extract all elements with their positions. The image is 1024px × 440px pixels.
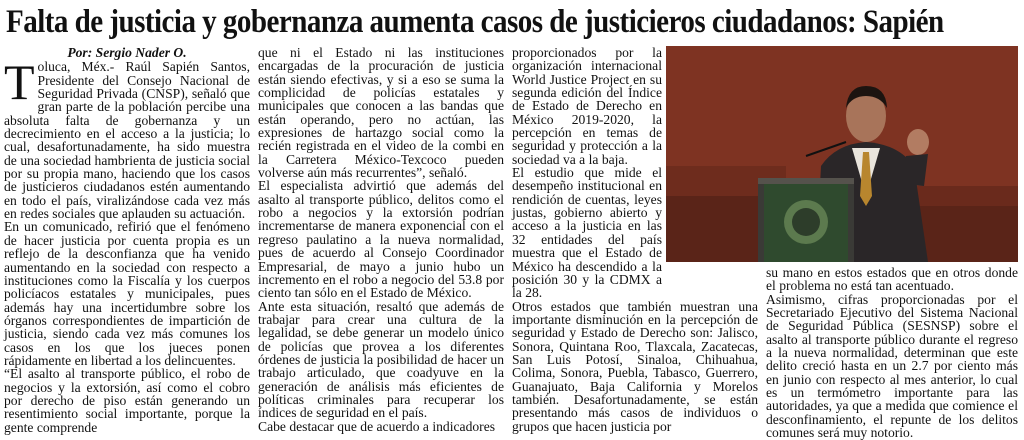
paragraph-1 — [4, 54, 250, 222]
byline: Por: Sergio Nader O. — [67, 45, 187, 60]
headline: Falta de justicia y gobernanza aumenta casos de justicieros ciudadanos: Sapién — [6, 4, 944, 40]
article-column-1 — [4, 46, 250, 434]
paragraph-10: Otros estados que también muestran una importante disminución en la percepción de seguridad y Estado de Derecho son: Jalisco, Sonora, Quintana Roo, Tlaxcala, Zacatecas, San Luis Potosí, Sinaloa, Chihuahua, Colima, Sonora, Puebla, Tabasco, Guerrero, Guanajuato, Baja California y Morelos también. Desafortunadamente, se están presentando más casos de individuos o grupos que hacen justicia por — [512, 298, 758, 434]
paragraph-8: proporcionados por la organización internacional World Justice Project en su segunda edición del Índice de Estado de Derecho en México 2019-2020, la percepción en temas de seguridad y protección a la sociedad va a la baja. — [512, 45, 662, 167]
paragraph-9: El estudio que mide el desempeño institucional en rendición de cuentas, leyes justas, gobierno abierto y acceso a la justicia en las 32 entidades del país muestra que el Estado de México ha descendido a la posición 30 y la CDMX a la 28. — [512, 165, 662, 301]
paragraph-2: En un comunicado, refirió que el fenómeno de hacer justicia por cuenta propia es un reflejo de la desconfianza que ha venido aumentando en la sociedad con respecto a instituciones como la Fiscalía y los cuerpos policíacos estatales y municipales, pues además hay una incertidumbre sobre los órganos correspondientes de impartición de justicia, siendo cada vez más comunes los casos en los que los jueces ponen rápidamente en libertad a los delincuentes. — [4, 219, 250, 368]
speaker-photo-illustration — [666, 46, 1018, 262]
article-column-2 — [258, 46, 504, 433]
paragraph-6: Ante esta situación, resaltó que además de trabajar para crear una cultura de la legalidad, se debe generar un modelo único de policías que provea a los diferentes órdenes de justicia la posibilidad de hacer un trabajo articulado, que coadyuve en la generación de análisis más eficientes de políticas criminales para recuperar los índices de seguridad en el país. — [258, 298, 504, 421]
paragraph-3: “El asalto al transporte público, el robo de negocios y la extorsión, así como el cobro por derecho de piso están generando un resentimiento social importante, porque la gente comprende — [4, 366, 250, 435]
speaker-photo — [666, 46, 1018, 262]
drop-cap: T — [4, 54, 35, 111]
paragraph-7: Cabe destacar que de acuerdo a indicadores — [258, 418, 496, 434]
paragraph-12: Asimismo, cifras proporcionadas por el Secretariado Ejecutivo del Sistema Nacional de Seguridad Pública (SESNSP) sobre el asalto al transporte público durante el regreso a la nueva normalidad, determinan que este delito creció hasta en un 2.7 por ciento más en junio con respecto al mes anterior, lo cual es un termómetro importante para las autoridades, ya que a medida que comience el desconfinamiento, el repunte de los delitos comunes será muy notorio. — [766, 291, 1018, 440]
article-column-4 — [766, 266, 1018, 439]
paragraph-11: su mano en estos estados que en otros donde el problema no está tan acentuado. — [766, 265, 1018, 294]
paragraph-1-text: oluca, Méx.- Raúl Sapién Santos, Presidente del Consejo Nacional de Seguridad Privada (CNSP), señaló que gran parte de la población percibe una absoluta falta de gobernanza y un decrecimiento en el acceso a la justicia; lo cual, desafortunadamente, ha sido muestra de una sociedad hambrienta de justicia social por su propia mano, haciendo que los casos de justicieros ciudadanos estén aumentando en todo el país, viralizándose cada vez más en redes sociales que aplauden su actuación. — [4, 59, 250, 222]
paragraph-4: que ni el Estado ni las instituciones encargadas de la procuración de justicia están siendo efectivas, y si a eso se suma la complicidad de policías estatales y municipales que conocen a las bandas que están operando, pero no actúan, las expresiones de hartazgo social como la recién registrada en el video de la combi en la Carretera México-Texcoco pueden volverse aún más recurrentes”, señaló. — [258, 45, 504, 181]
paragraph-5: El especialista advirtió que además del asalto al transporte público, delitos como el robo a negocios y la extorsión podrían incrementarse de manera exponencial con el regreso paulatino a la nueva normalidad, pues de acuerdo al Consejo Coordinador Empresarial, de mayo a junio hubo un incremento en el robo a negocio del 53.8 por ciento tan sólo en el Estado de México. — [258, 178, 504, 301]
narrow-text-block — [512, 46, 662, 300]
